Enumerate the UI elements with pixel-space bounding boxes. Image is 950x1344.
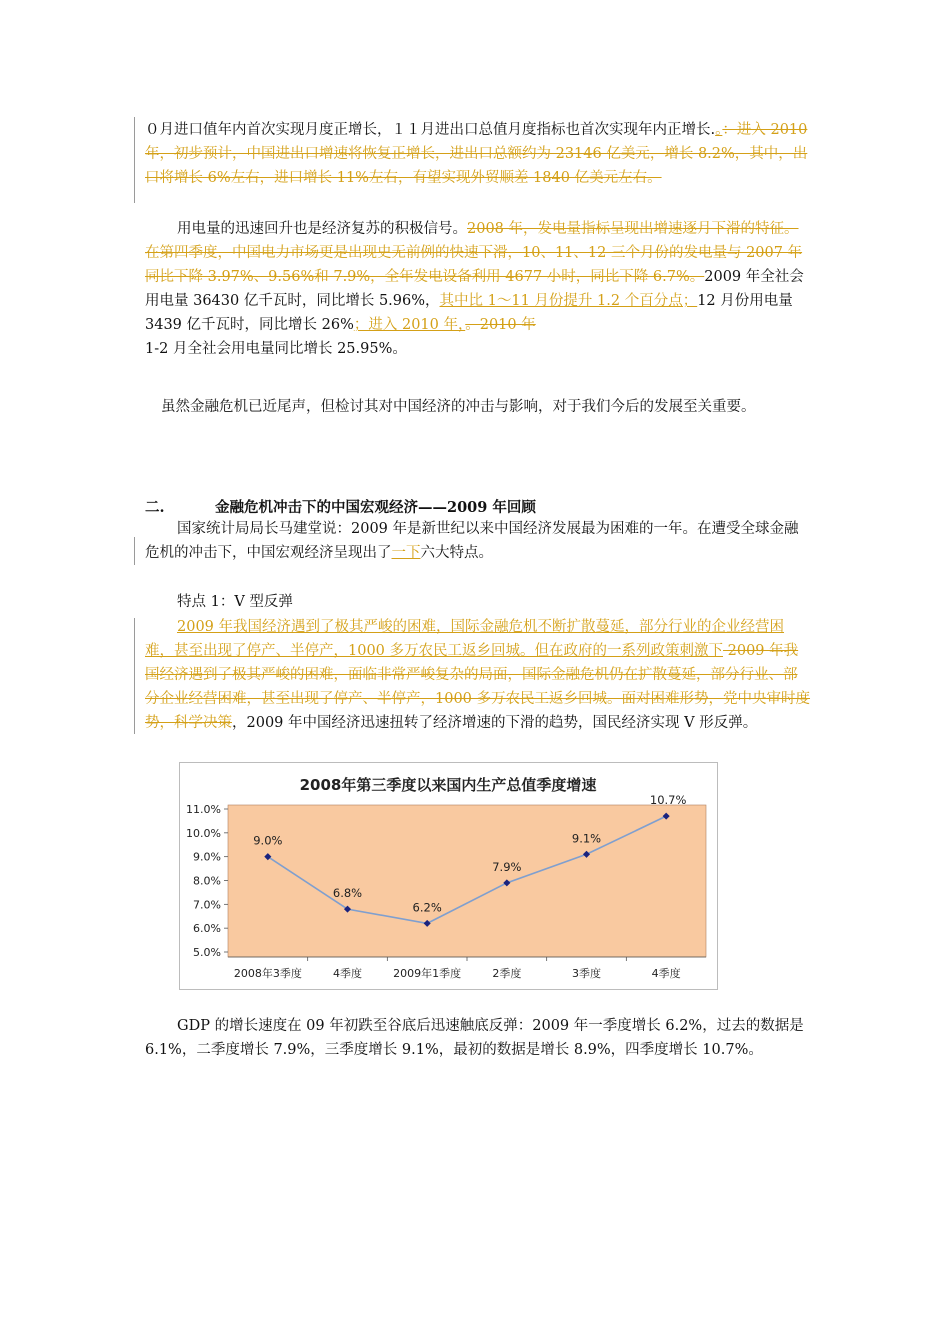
data-label: 6.2% bbox=[412, 900, 442, 915]
text-inserted: 其中比 1～11 月份提升 1.2 个百分点； bbox=[439, 293, 698, 309]
gdp-growth-chart bbox=[179, 762, 718, 990]
text-inserted: 2009 年我国经济遇到了极其严峻的困难，国际金融危机不断扩散蔓延，部分行业的企业经营困难，甚至出现了停产、半停产，1000 多万农民工返乡回城。但在政府的一系列政策刺激下 bbox=[145, 619, 785, 659]
paragraph-electricity bbox=[145, 217, 810, 361]
change-bar bbox=[134, 537, 135, 565]
chart-canvas bbox=[180, 763, 717, 989]
section-title: 金融危机冲击下的中国宏观经济——2009 年回顾 bbox=[215, 499, 536, 516]
x-tick-label: 2009年1季度 bbox=[393, 967, 462, 980]
data-label: 10.7% bbox=[649, 793, 687, 808]
text-plain: ０月进口值年内首次实现月度正增长，１１月进出口总值月度指标也首次实现年内正增长. bbox=[145, 122, 716, 138]
x-tick-label: 4季度 bbox=[651, 967, 681, 980]
y-tick-label: 10.0% bbox=[186, 826, 221, 840]
text-deleted: 2009 年我国经济遇到了极其严峻的困难，面临非常严峻复杂的局面，国际金融危机仍在扩散蔓延，部分行业、部分企业经营困难，甚至出现了停产、半停产，1000 多万农民工返乡回城。面对困难形势，党中央审时度势，科学决策 bbox=[145, 643, 811, 731]
x-tick-label: 2008年3季度 bbox=[233, 967, 302, 980]
text-plain: 12 月份用电量 3439 亿千瓦时，同比增长 26% bbox=[145, 293, 793, 333]
x-tick-label: 4季度 bbox=[333, 967, 362, 980]
section-heading bbox=[145, 497, 536, 519]
y-tick-label: 6.0% bbox=[193, 922, 221, 936]
paragraph-financial-crisis: 虽然金融危机已近尾声，但检讨其对中国经济的冲击与影响，对于我们今后的发展至关重要。 bbox=[161, 399, 756, 415]
text-inserted: 。 bbox=[715, 122, 723, 138]
text-inserted: 一下 bbox=[391, 545, 421, 561]
text-plain: ，2009 年中国经济迅速扭转了经济增速的下滑的趋势，国民经济实现 V 形反弹。 bbox=[232, 715, 758, 731]
paragraph-gdp-growth: GDP 的增长速度在 09 年初跌至谷底后迅速触底反弹：2009 年一季度增长 6.2%，过去的数据是 6.1%，二季度增长 7.9%，三季度增长 9.1%，最初的数据是增长 8.9%，四季度增长 10.7%。 bbox=[145, 1018, 804, 1058]
text-deleted: 2008 年，发电量指标呈现出增速逐月下滑的特征。在第四季度，中国电力市场更是出现史无前例的快速下滑，10、11、12 三个月份的发电量与 2007 年同比下降 3.97%、9.56%和 7.9%，全年发电设备利用 4677 小时，同比下降 6.7%。 bbox=[145, 221, 803, 285]
y-tick-label: 9.0% bbox=[193, 850, 221, 864]
y-tick-label: 5.0% bbox=[193, 946, 221, 959]
data-label: 6.8% bbox=[332, 886, 363, 901]
text-plain: 用电量的迅速回升也是经济复苏的积极信号。 bbox=[177, 221, 467, 237]
plot-area bbox=[228, 805, 706, 957]
y-tick-label: 11.0% bbox=[186, 803, 221, 816]
text-plain: 1-2 月全社会用电量同比增长 25.95%。 bbox=[145, 341, 407, 357]
text-plain: 六大特点。 bbox=[420, 545, 493, 561]
change-bar bbox=[134, 618, 135, 734]
chart-title: 2008年第三季度以来国内生产总值季度增速 bbox=[299, 776, 597, 794]
y-tick-label: 7.0% bbox=[193, 898, 221, 912]
data-label: 7.9% bbox=[492, 859, 522, 874]
feature-heading: 特点 1：V 型反弹 bbox=[177, 594, 293, 610]
text-deleted: 。2010 年 bbox=[465, 317, 536, 333]
paragraph-statistics-bureau bbox=[145, 517, 810, 565]
y-tick-label: 8.0% bbox=[193, 874, 221, 888]
x-tick-label: 2季度 bbox=[492, 967, 522, 980]
x-axis-ticks bbox=[234, 957, 681, 980]
data-label: 9.0% bbox=[253, 833, 283, 848]
text-plain: 国家统计局局长马建堂说：2009 年是新世纪以来中国经济发展最为困难的一年。在遭受全球金融危机的冲击下，中国宏观经济呈现出了 bbox=[145, 521, 799, 561]
paragraph-v-rebound bbox=[145, 615, 810, 735]
paragraph-import-export bbox=[145, 118, 810, 190]
x-tick-label: 3季度 bbox=[572, 967, 601, 980]
text-inserted: ；进入 2010 年， bbox=[353, 317, 466, 333]
data-label: 9.1% bbox=[571, 831, 602, 846]
section-number: 二. bbox=[145, 499, 165, 516]
y-axis-ticks bbox=[186, 803, 228, 959]
change-bar bbox=[134, 117, 135, 203]
text-deleted: ：进入 2010 年，初步预计，中国进出口增速将恢复正增长，进出口总额约为 23146 亿美元，增长 8.2%，其中，出口将增长 6%左右，进口增长 11%左右，有望实现外贸顺差 1840 亿美元左右。 bbox=[145, 122, 808, 186]
text-plain: 2009 年全社会用电量 36430 亿千瓦时，同比增长 5.96%， bbox=[145, 269, 804, 309]
